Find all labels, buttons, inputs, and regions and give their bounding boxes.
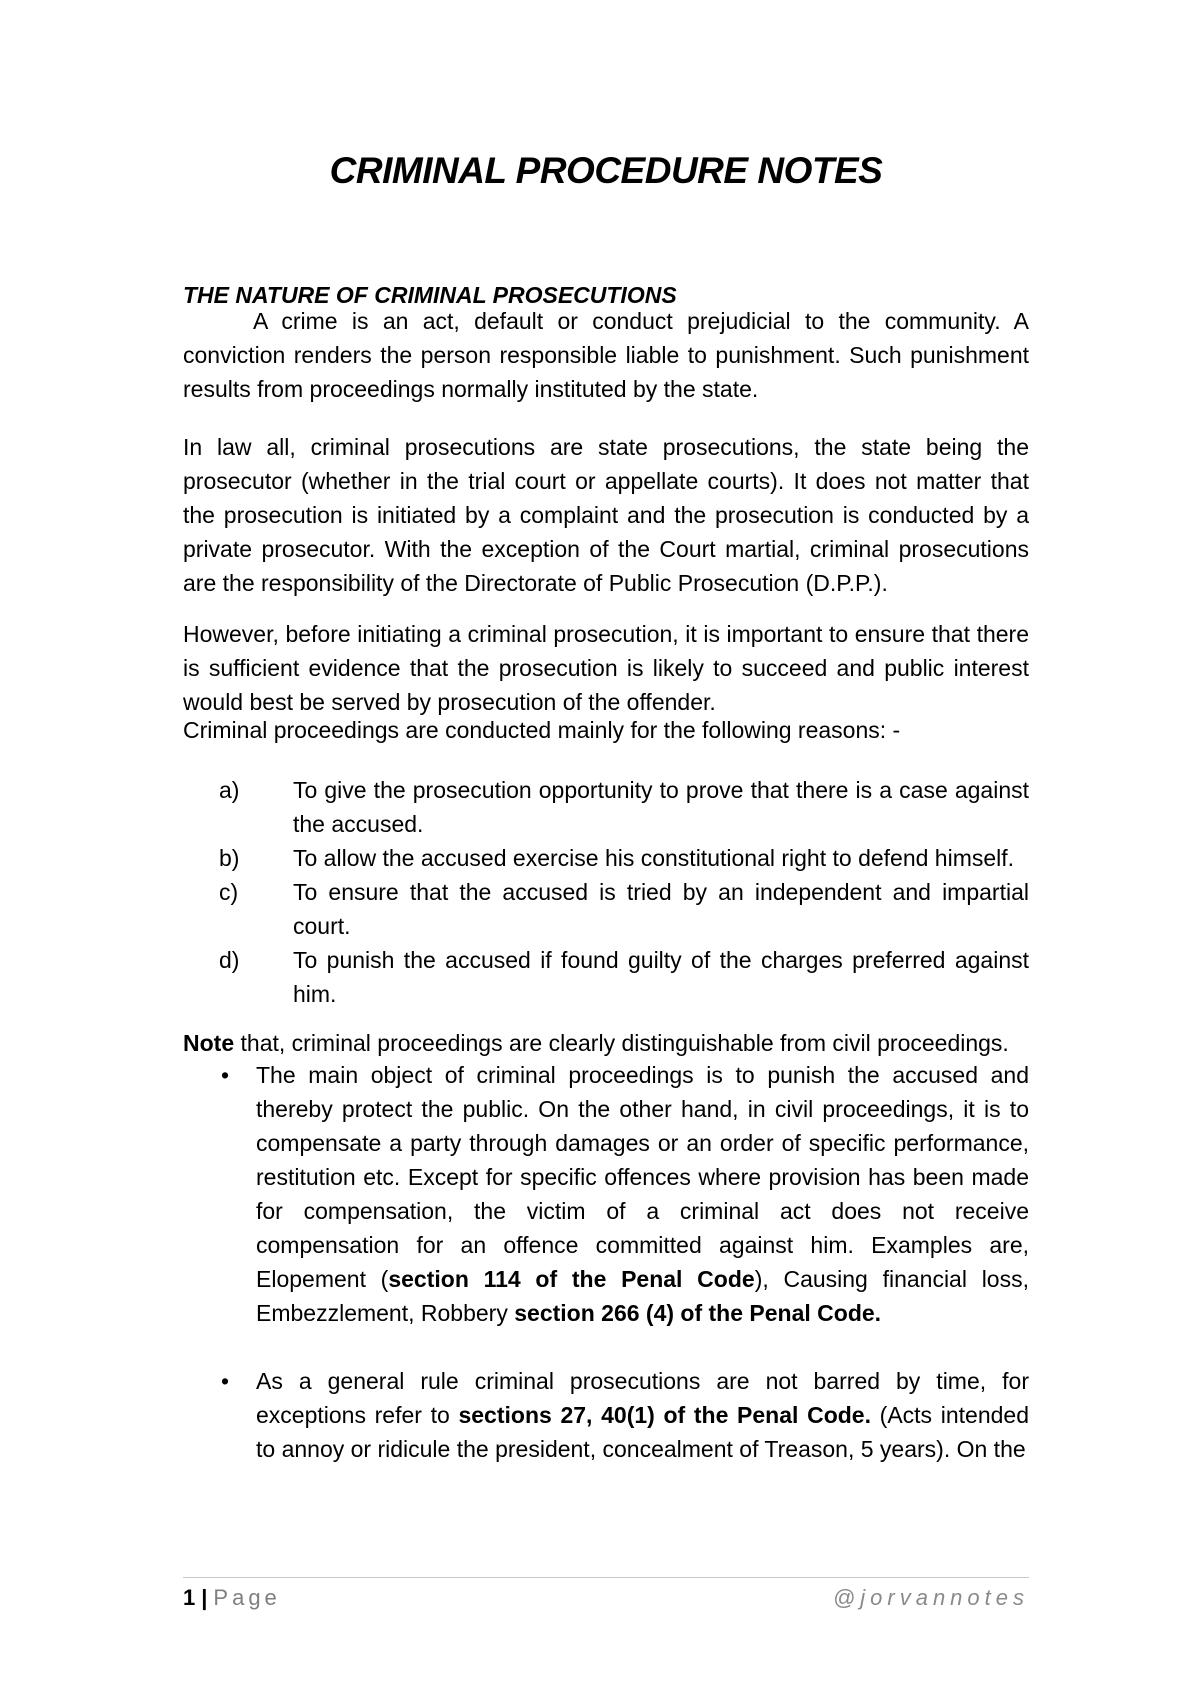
page-footer bbox=[183, 1581, 1029, 1615]
list-marker: b) bbox=[219, 845, 240, 871]
footer-divider bbox=[183, 1577, 1029, 1578]
list-marker: d) bbox=[219, 947, 240, 973]
page-number: 1 bbox=[183, 1585, 196, 1610]
bullet-item-object bbox=[183, 1058, 1029, 1330]
paragraph-crime-definition: A crime is an act, default or conduct prejudicial to the community. A conviction renders the person responsible liable to punishment. Such punishment results from proceedings normally instituted by the state. bbox=[183, 308, 1029, 402]
list-marker: a) bbox=[219, 777, 240, 803]
page-word: Page bbox=[213, 1585, 281, 1610]
list-marker: c) bbox=[219, 879, 239, 905]
bullet-text: ), Causing financial loss, Embezzlement, Robbery bbox=[256, 1266, 1029, 1326]
note-label: Note bbox=[183, 1030, 235, 1056]
bullet-text: As a general rule criminal prosecutions are not barred by time, for exceptions refer to bbox=[256, 1368, 1029, 1428]
list-item-text: To ensure that the accused is tried by an independent and impartial court. bbox=[293, 879, 1029, 939]
list-item-text: To punish the accused if found guilty of the charges preferred against him. bbox=[293, 947, 1029, 1007]
list-item bbox=[183, 943, 1029, 1011]
spacer bbox=[183, 1330, 1029, 1364]
paragraph-state-prosecutions: In law all, criminal prosecutions are state prosecutions, the state being the prosecutor (whether in the trial court or appellate courts). It does not matter that the prosecution is initiated by a complaint and the prosecution is conducted by a private prosecutor. With the exception of the Court martial, criminal prosecutions are the responsibility of the Directorate of Public Prosecution (D.P.P.). bbox=[183, 434, 1029, 596]
footer-page-label bbox=[183, 1581, 281, 1615]
bullet-text: (Acts intended to annoy or ridicule the president, concealment of Treason, 5 years). On the bbox=[256, 1402, 1029, 1462]
section-heading: THE NATURE OF CRIMINAL PROSECUTIONS bbox=[183, 282, 677, 308]
bullet-list bbox=[183, 1058, 1029, 1466]
bullet-icon: • bbox=[221, 1062, 230, 1088]
list-item bbox=[183, 875, 1029, 943]
paragraph-reasons-intro: Criminal proceedings are conducted mainly for the following reasons: - bbox=[183, 717, 901, 743]
reasons-list bbox=[183, 773, 1029, 1011]
footer-separator: | bbox=[201, 1585, 208, 1610]
list-item-text: To give the prosecution opportunity to prove that there is a case against the accused. bbox=[293, 777, 1029, 837]
document-title: CRIMINAL PROCEDURE NOTES bbox=[329, 150, 883, 191]
bullet-item-time-bar bbox=[183, 1364, 1029, 1466]
list-item-text: To allow the accused exercise his constitutional right to defend himself. bbox=[293, 845, 1015, 871]
note-text: that, criminal proceedings are clearly distinguishable from civil proceedings. bbox=[234, 1030, 1009, 1056]
list-item bbox=[183, 773, 1029, 841]
statute-reference: sections 27, 40(1) of the Penal Code. bbox=[458, 1402, 871, 1428]
statute-reference: section 114 of the Penal Code bbox=[388, 1266, 755, 1292]
statute-reference: section 266 (4) of the Penal Code. bbox=[514, 1300, 882, 1326]
bullet-icon: • bbox=[221, 1368, 230, 1394]
paragraph-sufficient-evidence: However, before initiating a criminal prosecution, it is important to ensure that there is sufficient evidence that the prosecution is likely to succeed and public interest would best be served by prosecution of the offender. bbox=[183, 621, 1029, 715]
paragraph-note bbox=[183, 1026, 1029, 1060]
list-item bbox=[183, 841, 1029, 875]
bullet-text: The main object of criminal proceedings is to punish the accused and thereby protect the public. On the other hand, in civil proceedings, it is to compensate a party through damages or an order of specific performance, restitution etc. Except for specific offences where provision has been made for compensation, the victim of a criminal act does not receive compensation for an offence committed against him. Examples are, Elopement ( bbox=[256, 1062, 1029, 1292]
footer-handle: @jorvannotes bbox=[832, 1585, 1029, 1610]
